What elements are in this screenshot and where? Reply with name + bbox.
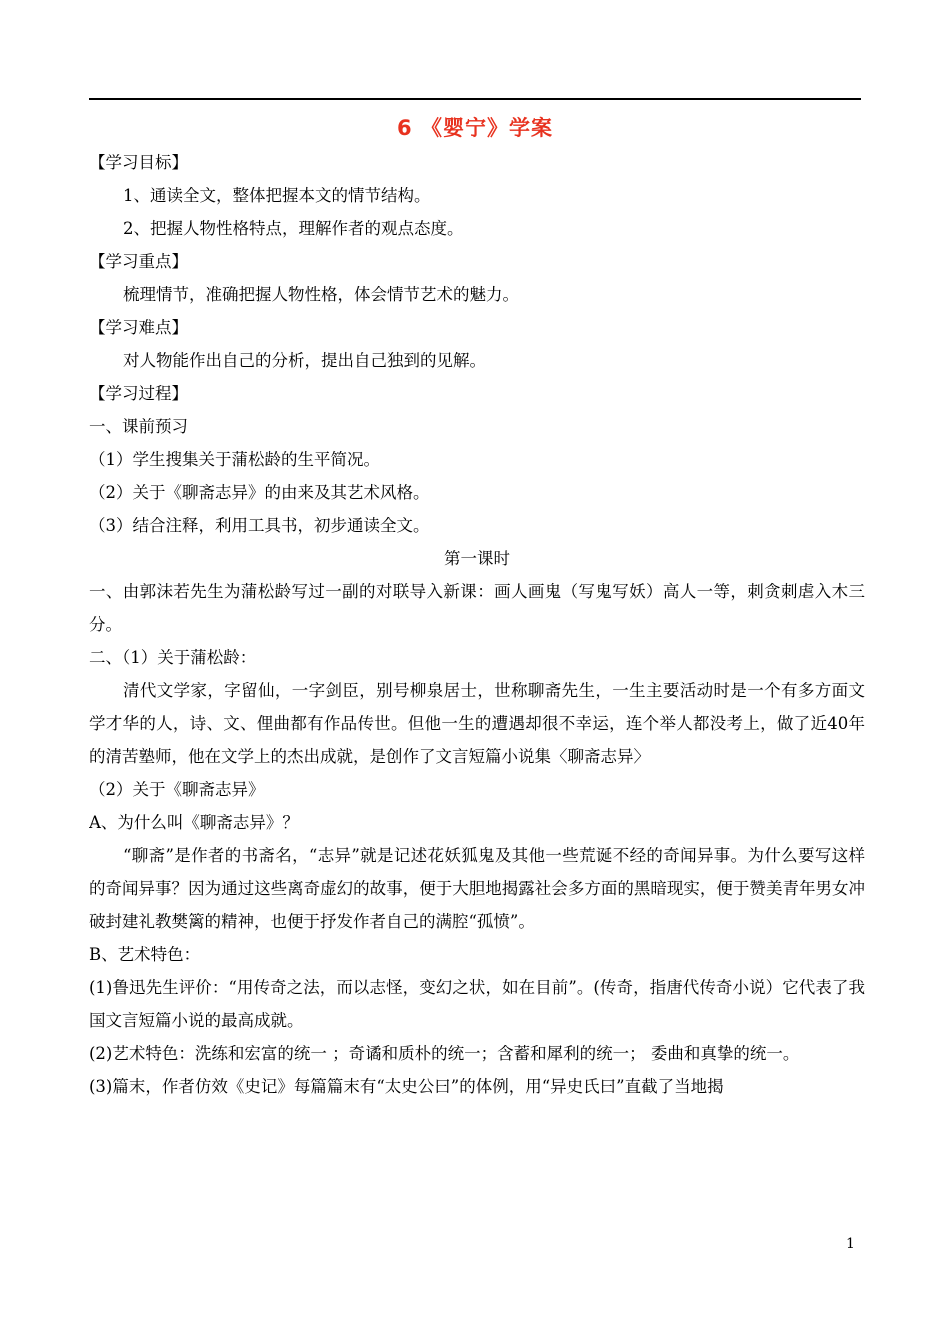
text-line: （1）学生搜集关于蒲松龄的生平简况。 xyxy=(89,450,380,469)
text-line: 【学习难点】 xyxy=(89,318,188,337)
text-line: （2）关于《聊斋志异》 xyxy=(89,780,265,799)
text-line: B、艺术特色： xyxy=(89,945,201,964)
paragraph: (2)艺术特色：洗练和宏富的统一 ；奇谲和质朴的统一；含蓄和犀利的统一； 委曲和真挚的统一。 xyxy=(89,1044,800,1063)
paragraph: 一、由郭沫若先生为蒲松龄写过一副的对联导入新课：画人画鬼（写鬼写妖）高人一等，刺贪刺虐入木三分。 xyxy=(89,582,865,634)
text-line: 2、把握人物性格特点，理解作者的观点态度。 xyxy=(123,219,464,238)
text-line: A、为什么叫《聊斋志异》？ xyxy=(89,813,299,832)
paragraph: 清代文学家，字留仙，一字剑臣，别号柳泉居士，世称聊斋先生，一生主要活动时是一个有多方面文学才华的人，诗、文、俚曲都有作品传世。但他一生的遭遇却很不幸运，连个举人都没考上，做了近40年的清苦塾师，他在文学上的杰出成就，是创作了文言短篇小说集〈聊斋志异〉 xyxy=(89,681,865,766)
document-body xyxy=(89,146,865,1103)
text-line: 梳理情节，准确把握人物性格，体会情节艺术的魅力。 xyxy=(123,285,519,304)
text-line: 【学习目标】 xyxy=(89,153,188,172)
text-line: 二、（1）关于蒲松龄： xyxy=(89,648,257,667)
text-line: (3)篇末，作者仿效《史记》每篇篇末有“太史公曰”的体例，用“异史氏曰”直截了当地揭 xyxy=(89,1077,724,1096)
text-line: （3）结合注释，利用工具书，初步通读全文。 xyxy=(89,516,430,535)
text-line: 【学习过程】 xyxy=(89,384,188,403)
page-number: 1 xyxy=(846,1236,855,1252)
text-line: 对人物能作出自己的分析，提出自己独到的见解。 xyxy=(123,351,486,370)
paragraph: “聊斋”是作者的书斋名，“志异”就是记述花妖狐鬼及其他一些荒诞不经的奇闻异事。为什么要写这样的奇闻异事？因为通过这些离奇虚幻的故事，便于大胆地揭露社会多方面的黑暗现实，便于赞美青年男女冲破封建礼教樊篱的精神，也便于抒发作者自己的满腔“孤愤”。 xyxy=(89,846,865,931)
text-line: 1、通读全文，整体把握本文的情节结构。 xyxy=(123,186,431,205)
text-line: 【学习重点】 xyxy=(89,252,188,271)
paragraph: (1)鲁迅先生评价：“用传奇之法，而以志怪，变幻之状，如在目前”。(传奇，指唐代传奇小说）它代表了我国文言短篇小说的最高成就。 xyxy=(89,978,865,1030)
text-line: 第一课时 xyxy=(444,549,510,568)
header-rule xyxy=(89,98,861,100)
text-line: （2）关于《聊斋志异》的由来及其艺术风格。 xyxy=(89,483,430,502)
text-line: 一、课前预习 xyxy=(89,417,188,436)
page-title: 6 《婴宁》学案 xyxy=(397,116,553,140)
